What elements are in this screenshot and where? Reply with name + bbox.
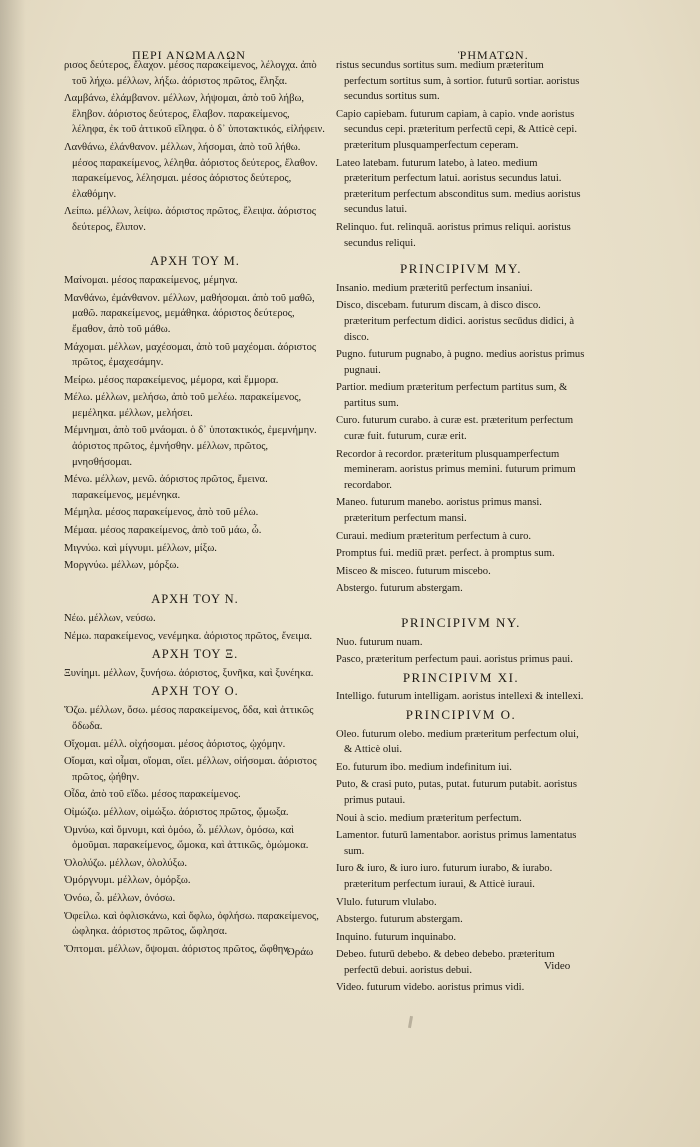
latin-entry: Pasco, præteritum perfectum paui. aoristus primus paui. [336, 654, 573, 666]
greek-block-1 [64, 58, 326, 236]
greek-entry: Ὀμόργνυμι. μέλλων, ὀμόρξω. [64, 875, 191, 887]
greek-entry: Μένω. μέλλων, μενῶ. ἀόριστος πρῶτος, ἔμεινα. παρακείμενος, μεμένηκα. [64, 474, 268, 501]
greek-entry: Οἰμώζω. μέλλων, οἰμώξω. ἀόριστος πρῶτος, ᾤμωξα. [64, 806, 289, 818]
latin-entry: Inquino. futurum inquinabo. [336, 931, 457, 943]
greek-entry: Οἴχομαι. μέλλ. οἰχήσομαι. μέσος ἀόριστος, ᾠχόμην. [64, 738, 286, 750]
latin-entry: Lateo latebam. futurum latebo, à lateo. medium præteritum perfectum latui. aoristus secundus latui. præteritum perfectum absconditus sum. medius aoristus secundus latui. [336, 157, 581, 216]
greek-entry: Νέμω. παρακείμενος, νενέμηκα. ἀόριστος πρῶτος, ἔνειμα. [64, 631, 313, 642]
greek-entry: Νέω. μέλλων, νεύσω. [64, 613, 156, 625]
latin-block-n [336, 635, 586, 668]
latin-entry: Pugno. futurum pugnabo, à pugno. medius aoristus primus pugnaui. [336, 349, 585, 376]
latin-entry: Iuro & iuro, & iuro iuro. futurum iurabo, & iurabo. præteritum perfectum iuraui, & Atticè iuraui. [336, 863, 553, 890]
greek-block-n [64, 611, 326, 644]
latin-entry: Eo. futurum ibo. medium indefinitum iui. [336, 761, 512, 773]
greek-entry: Μέμηλα. μέσος παρακείμενος, ἀπὸ τοῦ μέλω. [64, 507, 259, 519]
latin-entry: Noui à scio. medium præteritum perfectum. [336, 812, 522, 824]
running-head-left: ΠΕΡΙ ΑΝΩΜΑΛΩΝ [132, 48, 246, 62]
greek-entry: Μιγνύω. καὶ μίγνυμι. μέλλων, μίξω. [64, 542, 217, 554]
latin-entry: Video. futurum videbo. aoristus primus vidi. [336, 982, 525, 994]
greek-entry: Ξυνίημι. μέλλων, ξυνήσω. ἀόριστος, ξυνῆκα, καὶ ξυνέηκα. [64, 668, 314, 680]
greek-entry: Λαμβάνω, ἐλάμβανον. μέλλων, λήψομαι, ἀπὸ τοῦ λήβω, ἔληβον. ἀόριστος δεύτερος, ἔλαβον. παρακείμενος, λέληφα, ἐκ τοῦ ἀττικοῦ εἴληφα. ὁ δ᾽ ὑποτακτικός, εἰλήφειν. [64, 93, 325, 136]
greek-block-m [64, 273, 326, 574]
latin-entry: Vlulo. futurum vlulabo. [336, 896, 437, 908]
latin-section-heading-m: PRINCIPIVM MY. [400, 261, 522, 277]
greek-entry: Ὀμνύω, καὶ ὄμνυμι, καὶ ὀμόω, ὦ. μέλλων, ὀμόσω, καὶ ὀμοῦμαι. παρακείμενος, ὤμοκα, καὶ ἀττικῶς, ὀμώμοκα. [64, 824, 309, 852]
greek-entry: Ὄπτομαι. μέλλων, ὄψομαι. ἀόριστος πρῶτος, ὤφθην. [64, 943, 291, 955]
latin-entry: Misceo & misceo. futurum miscebo. [336, 565, 491, 577]
greek-entry: Μάχομαι. μέλλων, μαχέσομαι, ἀπὸ τοῦ μαχέομαι. ἀόριστος πρῶτος, ἐμαχεσάμην. [64, 341, 317, 369]
latin-entry: Debeo. futurū debebo. & debeo debebo. præteritum perfectū debui. aoristus debui. [336, 949, 555, 976]
latin-entry: Puto, & crasi puto, putas, putat. futurum putabit. aoristus primus putaui. [336, 779, 577, 806]
latin-section-heading-n: PRINCIPIVM NY. [401, 615, 521, 630]
greek-entry: Μαίνομαι. μέσος παρακείμενος, μέμηνα. [64, 275, 238, 287]
greek-section-heading-n: ΑΡΧΗ ΤΟΥ Ν. [151, 591, 239, 606]
latin-block-1 [336, 58, 586, 251]
latin-entry: Nuo. futurum nuam. [336, 636, 423, 648]
latin-entry: Curo. futurum curabo. à curæ est. præteritum perfectum curæ fuit. futurum, curæ erit. [336, 415, 574, 443]
greek-block-x [64, 666, 326, 682]
latin-entry: Maneo. futurum manebo. aoristus primus mansi. præteritum perfectum mansi. [336, 497, 542, 525]
greek-entry: Οἴομαι, καὶ οἶμαι, οἴομαι, οἴει. μέλλων, οἰήσομαι. ἀόριστος πρῶτος, ᾠήθην. [64, 756, 317, 783]
catchword: Video [544, 960, 571, 972]
greek-entry: Ὀφείλω. καὶ ὀφλισκάνω, καὶ ὄφλω, ὀφλήσω. παρακείμενος, ὠφληκα. ἀόριστος πρῶτος, ὤφλησα. [64, 910, 319, 938]
latin-section-heading-x: PRINCIPIVM XI. [402, 669, 520, 685]
greek-section-heading-o: ΑΡΧΗ ΤΟΥ Ο. [151, 683, 239, 698]
latin-entry: Recordor à recordor. præteritum plusquamperfectum memineram. aoristus primus memini. futurum primum recordabor. [336, 448, 576, 491]
latin-section-heading-o: PRINCIPIVM O. [405, 706, 517, 722]
greek-section-heading-m: ΑΡΧΗ ΤΟΥ Μ. [150, 253, 240, 268]
greek-entry: Μανθάνω, ἐμάνθανον. μέλλων, μαθήσομαι. ἀπὸ τοῦ μαθῶ, μαθῶ. παρακείμενος, μεμάθηκα. ἀόριστος δεύτερος, ἔμαθον, ἀπὸ τοῦ μάθω. [64, 292, 315, 335]
greek-entry: Οἶδα, ἀπὸ τοῦ εἴδω. μέσος παρακείμενος. [64, 789, 241, 801]
latin-entry: Intelligo. futurum intelligam. aoristus intellexi & intellexi. [336, 691, 584, 703]
greek-entry: Μέμαα. μέσος παρακείμενος, ἀπὸ τοῦ μάω, ὦ. [64, 525, 262, 537]
latin-entry: Partior. medium præteritum perfectum partitus sum, & partitus sum. [336, 382, 568, 409]
latin-entry: Promptus fui. mediū præt. perfect. à promptus sum. [336, 548, 555, 560]
gutter-shadow [0, 0, 26, 1147]
greek-entry: Ὀλολύζω. μέλλων, ὀλολύξω. [64, 857, 188, 869]
latin-entry: Insanio. medium præteritū perfectum insaniui. [336, 282, 533, 294]
greek-block-o [64, 703, 326, 957]
greek-entry: Λείπω. μέλλων, λείψω. ἀόριστος πρῶτος, ἔλειψα. ἀόριστος δεύτερος, ἔλιπον. [64, 206, 316, 233]
latin-entry: Oleo. futurum olebo. medium præteritum perfectum olui, & Atticè olui. [336, 728, 579, 756]
latin-entry: Abstergo. futurum abstergam. [336, 583, 463, 595]
greek-continuation-word: Ὁράω [286, 946, 314, 958]
latin-entry: Abstergo. futurum abstergam. [336, 914, 463, 926]
greek-entry: Ὄζω. μέλλων, ὄσω. μέσος παρακείμενος, ὄδα, καὶ ἀττικῶς ὄδωδα. [64, 705, 314, 732]
latin-entry: Disco, discebam. futurum discam, à disco disco. præteritum perfectum didici. aoristus secūdus didici, à disco. [336, 300, 575, 343]
greek-entry: Μέλω. μέλλων, μελήσω, ἀπὸ τοῦ μελέω. παρακείμενος, μεμέληκα. μέλλων, μελήσει. [64, 392, 302, 419]
greek-entry: Μοργνύω. μέλλων, μόρξω. [64, 560, 180, 572]
greek-column [64, 58, 326, 959]
greek-entry: ρισος δεύτερος, ἔλαχον. μέσος παρακείμενος, λέλογχα. ἀπὸ τοῦ λήχω. μέλλων, λήξω. ἀόριστος πρῶτος, ἔληξα. [64, 60, 317, 87]
latin-entry: Curaui. medium præteritum perfectum à curo. [336, 530, 532, 542]
paper-mark [408, 1016, 413, 1028]
latin-entry: ristus secundus sortitus sum. medium præteritum perfectum sortitus sum, à sortior. futurū sortiar. aoristus secundus sortitus sum. [336, 60, 580, 103]
latin-block-m [336, 281, 586, 597]
greek-entry: Ὀνόω, ὦ. μέλλων, ὀνόσω. [64, 892, 176, 904]
latin-block-o [336, 727, 586, 997]
running-head-right: ῬΗΜΑΤΩΝ. [458, 48, 529, 62]
latin-entry: Relinquo. fut. relinquā. aoristus primus reliqui. aoristus secundus reliqui. [336, 221, 571, 249]
greek-section-heading-x: ΑΡΧΗ ΤΟΥ Ξ. [151, 646, 239, 661]
greek-entry: Μέμνημαι, ἀπὸ τοῦ μνάομαι. ὁ δ᾽ ὑποτακτικός, ἐμεμνήμην. ἀόριστος πρῶτος, ἐμνήσθην. μέλλων, πρῶτος, μνησθήσομαι. [64, 425, 317, 468]
greek-entry: Μείρω. μέσος παρακείμενος, μέμορα, καὶ ἔμμορα. [64, 374, 279, 386]
latin-entry: Lamentor. futurū lamentabor. aoristus primus lamentatus sum. [336, 830, 577, 857]
latin-column [336, 58, 586, 998]
latin-block-x [336, 689, 586, 705]
latin-entry: Capio capiebam. futurum capiam, à capio. vnde aoristus secundus cepi. præteritum perfectū cepi, & Atticè cepi. præteritum plusquamperfectum ceperam. [336, 108, 577, 151]
greek-entry: Λανθάνω, ἐλάνθανον. μέλλων, λήσομαι, ἀπὸ τοῦ λήθω. μέσος παρακείμενος, λέληθα. ἀόριστος δεύτερος, ἔλαθον. παρακείμενος, λέλησμαι. μέσος ἀόριστος δεύτερος, ἐλαθόμην. [64, 141, 318, 200]
